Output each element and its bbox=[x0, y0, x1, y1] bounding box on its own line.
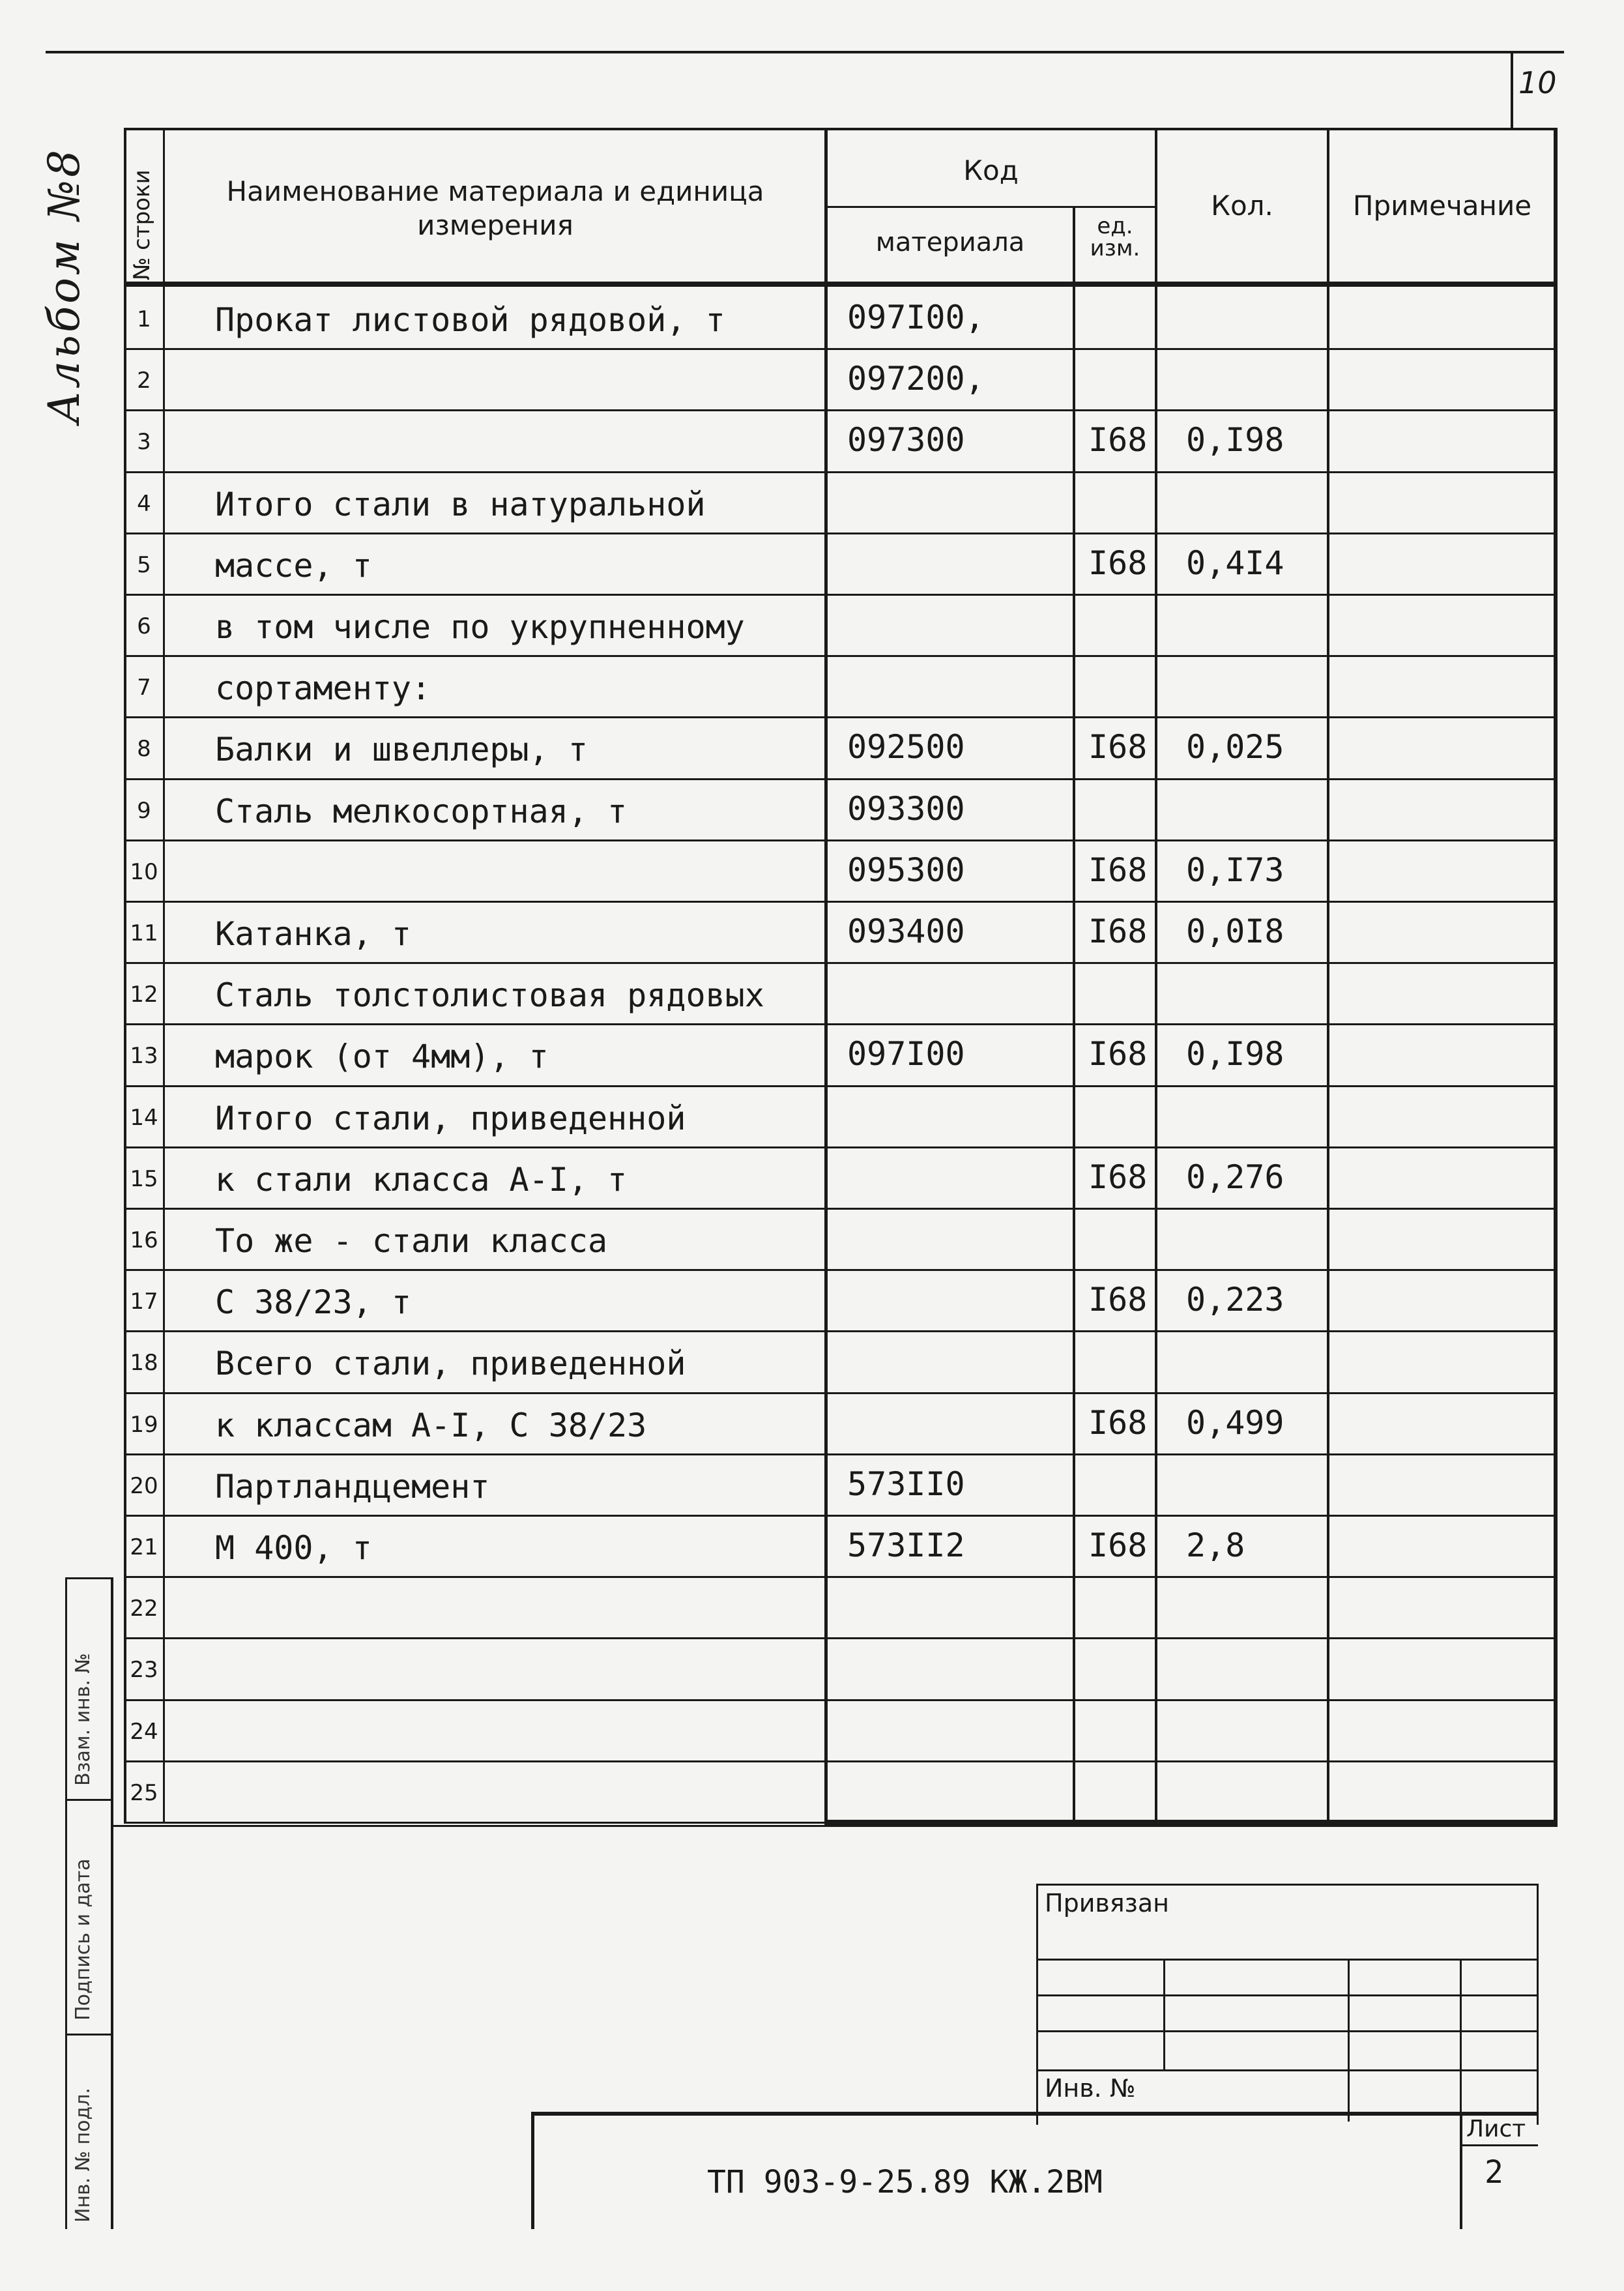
row-material-name: Всего стали, приведенной bbox=[215, 1345, 686, 1382]
row-unit-code: I68 bbox=[1088, 1035, 1148, 1073]
row-divider bbox=[124, 1453, 1558, 1455]
row-number: 24 bbox=[130, 1719, 158, 1745]
row-number: 23 bbox=[130, 1657, 158, 1683]
row-material-name: в том числе по укрупненному bbox=[215, 608, 745, 646]
header-code-unit: ед. изм. bbox=[1090, 213, 1140, 261]
row-quantity: 0,I98 bbox=[1186, 421, 1284, 459]
row-number: 15 bbox=[130, 1166, 158, 1192]
row-divider bbox=[124, 1146, 1558, 1148]
stamp-inv-label: Инв. № bbox=[1045, 2074, 1136, 2103]
row-number: 19 bbox=[130, 1412, 158, 1438]
row-number: 5 bbox=[137, 552, 151, 578]
row-material-code: 097I00 bbox=[847, 1035, 965, 1073]
row-quantity: 0,0I8 bbox=[1186, 912, 1284, 950]
row-unit-code: I68 bbox=[1088, 1281, 1148, 1319]
sheet-label: Лист bbox=[1466, 2116, 1526, 2142]
row-divider bbox=[124, 962, 1558, 964]
header-name: Наименование материала и единица измерения bbox=[226, 175, 764, 241]
row-unit-code: I68 bbox=[1088, 1404, 1148, 1442]
row-material-code: 097200, bbox=[847, 360, 985, 398]
header-code: Код bbox=[963, 154, 1019, 186]
row-number: 10 bbox=[130, 859, 158, 885]
row-number: 21 bbox=[130, 1534, 158, 1560]
row-divider bbox=[124, 1392, 1558, 1394]
row-divider bbox=[124, 839, 1558, 841]
row-divider bbox=[124, 471, 1558, 473]
header-code-material: материала bbox=[875, 227, 1025, 257]
sheet-number: 2 bbox=[1485, 2154, 1503, 2191]
row-unit-code: I68 bbox=[1088, 421, 1148, 459]
row-material-code: 092500 bbox=[847, 728, 965, 766]
header-note: Примечание bbox=[1352, 190, 1532, 222]
row-number: 4 bbox=[137, 491, 151, 517]
row-quantity: 0,I73 bbox=[1186, 851, 1284, 889]
row-divider bbox=[124, 778, 1558, 780]
row-number: 3 bbox=[137, 429, 151, 455]
row-material-name: Сталь толстолистовая рядовых bbox=[215, 976, 764, 1014]
row-divider bbox=[124, 594, 1558, 596]
row-material-name: Балки и швеллеры, т bbox=[215, 731, 588, 768]
row-material-code: 097I00, bbox=[847, 299, 985, 336]
row-material-name: Прокат листовой рядовой, т bbox=[215, 301, 725, 339]
row-number: 17 bbox=[130, 1289, 158, 1315]
row-quantity: 0,I98 bbox=[1186, 1035, 1284, 1073]
row-divider bbox=[124, 1085, 1558, 1087]
row-divider bbox=[124, 716, 1558, 718]
row-unit-code: I68 bbox=[1088, 912, 1148, 950]
row-material-name: То же - стали класса bbox=[215, 1222, 608, 1260]
row-number: 1 bbox=[137, 306, 151, 332]
row-divider bbox=[124, 409, 1558, 411]
row-unit-code: I68 bbox=[1088, 851, 1148, 889]
row-divider bbox=[124, 1760, 1558, 1762]
row-number: 18 bbox=[130, 1350, 158, 1376]
header-quantity: Кол. bbox=[1211, 190, 1273, 222]
row-material-name: марок (от 4мм), т bbox=[215, 1038, 549, 1075]
row-number: 22 bbox=[130, 1596, 158, 1622]
row-number: 2 bbox=[137, 368, 151, 394]
row-divider bbox=[124, 901, 1558, 903]
row-material-code: 573II2 bbox=[847, 1526, 965, 1564]
row-material-code: 095300 bbox=[847, 851, 965, 889]
row-quantity: 0,499 bbox=[1186, 1404, 1284, 1442]
row-divider bbox=[124, 1023, 1558, 1025]
row-divider bbox=[124, 1269, 1558, 1271]
album-label: Альбом №8 bbox=[39, 147, 89, 424]
row-material-code: 093400 bbox=[847, 912, 965, 950]
title-block-code: ТП 903-9-25.89 КЖ.2ВМ bbox=[707, 2164, 1103, 2200]
stamp-bound-label: Привязан bbox=[1045, 1889, 1169, 1918]
row-divider bbox=[124, 1637, 1558, 1639]
row-number: 20 bbox=[130, 1473, 158, 1499]
row-quantity: 2,8 bbox=[1186, 1526, 1245, 1564]
row-unit-code: I68 bbox=[1088, 1526, 1148, 1564]
row-number: 7 bbox=[137, 675, 151, 701]
row-divider bbox=[124, 1208, 1558, 1210]
page-number: 10 bbox=[1518, 65, 1557, 100]
header-row-number: № строки bbox=[129, 169, 155, 280]
row-number: 11 bbox=[130, 920, 158, 946]
row-material-name: сортаменту: bbox=[215, 669, 431, 707]
row-divider bbox=[124, 1699, 1558, 1701]
row-quantity: 0,276 bbox=[1186, 1158, 1284, 1196]
row-divider bbox=[124, 655, 1558, 657]
row-material-name: Сталь мелкосортная, т bbox=[215, 793, 628, 830]
row-material-code: 573II0 bbox=[847, 1465, 965, 1503]
side-inv-orig: Инв. № подл. bbox=[72, 2088, 94, 2223]
row-material-name: Катанка, т bbox=[215, 915, 412, 953]
row-quantity: 0,025 bbox=[1186, 728, 1284, 766]
row-material-code: 093300 bbox=[847, 790, 965, 828]
row-unit-code: I68 bbox=[1088, 1158, 1148, 1196]
row-material-name: Итого стали в натуральной bbox=[215, 486, 706, 523]
row-number: 8 bbox=[137, 736, 151, 762]
row-number: 13 bbox=[130, 1043, 158, 1069]
row-divider bbox=[124, 533, 1558, 534]
side-sign-date: Подпись и дата bbox=[72, 1858, 94, 2021]
row-material-name: массе, т bbox=[215, 547, 372, 585]
row-divider bbox=[124, 1576, 1558, 1578]
row-divider bbox=[124, 1330, 1558, 1332]
row-quantity: 0,223 bbox=[1186, 1281, 1284, 1319]
row-material-name: С 38/23, т bbox=[215, 1283, 412, 1321]
row-number: 14 bbox=[130, 1105, 158, 1131]
row-material-name: М 400, т bbox=[215, 1529, 372, 1567]
row-number: 6 bbox=[137, 613, 151, 639]
row-number: 9 bbox=[137, 798, 151, 824]
row-material-code: 097300 bbox=[847, 421, 965, 459]
row-unit-code: I68 bbox=[1088, 544, 1148, 582]
row-number: 25 bbox=[130, 1780, 158, 1806]
row-quantity: 0,4I4 bbox=[1186, 544, 1284, 582]
row-material-name: Партландцемент bbox=[215, 1468, 490, 1506]
row-number: 16 bbox=[130, 1227, 158, 1253]
row-unit-code: I68 bbox=[1088, 728, 1148, 766]
row-divider bbox=[124, 348, 1558, 350]
row-material-name: Итого стали, приведенной bbox=[215, 1100, 686, 1137]
row-number: 12 bbox=[130, 982, 158, 1008]
row-material-name: к стали класса А-I, т bbox=[215, 1161, 628, 1199]
side-replace-inv: Взам. инв. № bbox=[72, 1653, 94, 1786]
row-material-name: к классам А-I, С 38/23 bbox=[215, 1407, 647, 1444]
row-divider bbox=[124, 1515, 1558, 1517]
